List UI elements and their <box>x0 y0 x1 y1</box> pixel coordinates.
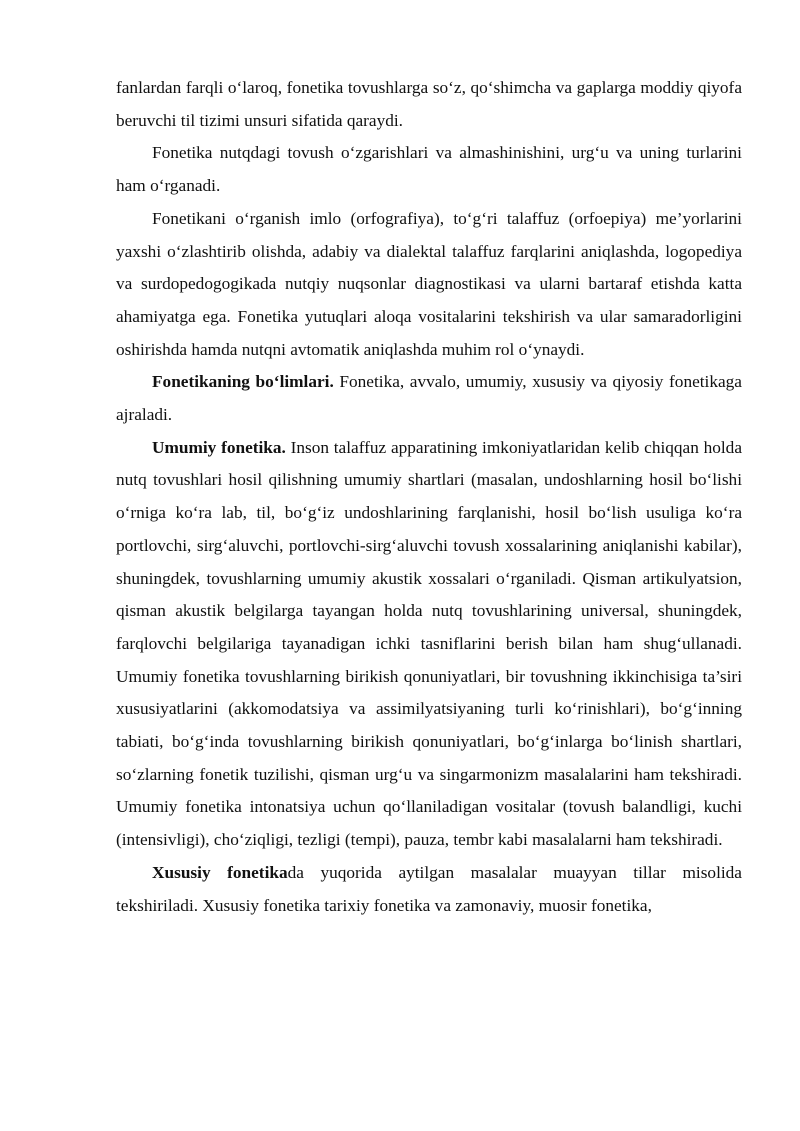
paragraph-phonetic-changes <box>116 137 742 202</box>
paragraph-text: Fonetika, avvalo, umumiy, xususiy va qiyosiy fonetikaga ajraladi. <box>116 372 742 425</box>
paragraph-text: Fonetika nutqdagi tovush o‘zgarishlari va almashinishini, urg‘u va uning turlarini ham o‘rganadi. <box>116 143 742 196</box>
paragraph-text: da yuqorida aytilgan masalalar muayyan tillar misolida tekshiriladi. Xususiy fonetika tarixiy fonetika va zamonaviy, muosir fonetika, <box>116 862 742 915</box>
paragraph-sections <box>116 366 742 431</box>
section-heading: Xususiy fonetika <box>152 862 288 882</box>
document-page <box>116 72 742 922</box>
paragraph-general-phonetics <box>116 432 742 857</box>
paragraph-text: Inson talaffuz apparatining imkoniyatlaridan kelib chiqqan holda nutq tovushlari hosil qilishning umumiy shartlari (masalan, undoshlarning hosil bo‘lishi o‘rniga ko‘ra lab, til, bo‘g‘iz undoshlarining farqlanishi, hosil bo‘lish usuliga ko‘ra portlovchi, sirg‘aluvchi, portlovchi-sirg‘aluvchi tovush xossalarining aniqlanishi kabilar), shuningdek, tovushlarning umumiy akustik xossalari o‘rganiladi. Qisman artikulyatsion, qisman akustik belgilarga tayangan holda nutq tovushlarining universal, shuningdek, farqlovchi belgilariga tayanadigan ichki tasniflarini berish bilan ham shug‘ullanadi. Umumiy fonetika tovushlarning birikish qonuniyatlari, bir tovushning ikkinchisiga ta’siri xususiyatlarini (akkomodatsiya va assimilyatsiyaning turli ko‘rinishlari), bo‘g‘inning tabiati, bo‘g‘inda tovushlarning birikish qonuniyatlari, bo‘g‘inlarga bo‘linish shartlari, so‘zlarning fonetik tuzilishi, qisman urg‘u va singarmonizm masalalarini ham tekshiradi. Umumiy fonetika intonatsiya uchun qo‘llaniladigan vositalar (tovush balandligi, kuchi (intensivligi), cho‘ziqligi, tezligi (tempi), pauza, tembr kabi masalalarni ham tekshiradi. <box>116 437 742 850</box>
paragraph-text: fanlardan farqli o‘laroq, fonetika tovushlarga so‘z, qo‘shimcha va gaplarga moddiy qiyofa beruvchi til tizimi unsuri sifatida qaraydi. <box>116 78 742 130</box>
paragraph-continuation <box>116 72 742 137</box>
section-heading: Umumiy fonetika. <box>152 437 286 457</box>
paragraph-importance <box>116 203 742 367</box>
section-heading: Fonetikaning bo‘limlari. <box>152 372 334 392</box>
paragraph-specific-phonetics <box>116 857 742 922</box>
paragraph-text: Fonetikani o‘rganish imlo (orfografiya), to‘g‘ri talaffuz (orfoepiya) me’yorlarini yaxshi o‘zlashtirib olishda, adabiy va dialektal talaffuz farqlarini aniqlashda, logopediya va surdopedogogikada nutqiy nuqsonlar diagnostikasi va ularni bartaraf etishda katta ahamiyatga ega. Fonetika yutuqlari aloqa vositalarini tekshirish va ular samaradorligini oshirishda hamda nutqni avtomatik aniqlashda muhim rol o‘ynaydi. <box>116 208 742 359</box>
